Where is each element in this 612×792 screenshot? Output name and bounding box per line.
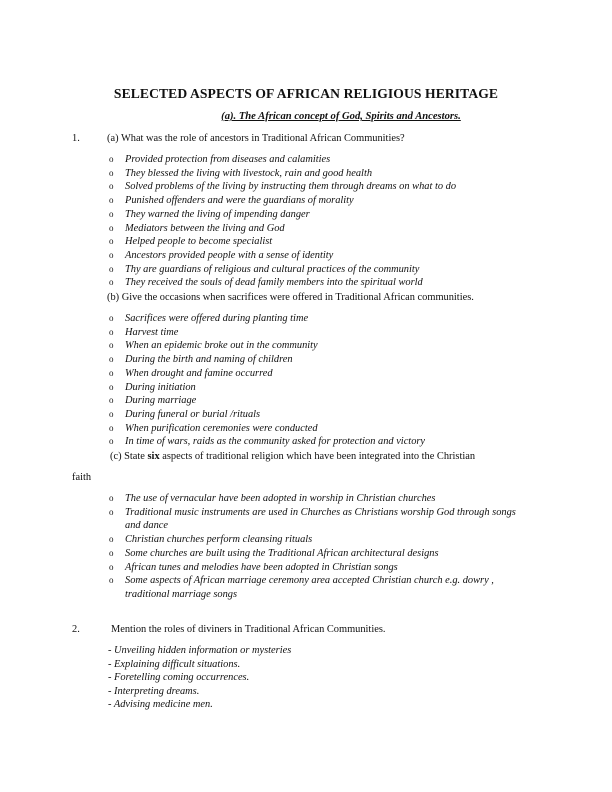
circle-bullet-icon: o (109, 436, 114, 447)
circle-bullet-icon: o (109, 534, 114, 545)
circle-bullet-icon: o (109, 493, 114, 503)
list-item: o They warned the living of impending danger (109, 208, 310, 220)
circle-bullet-icon: o (109, 367, 114, 378)
list-item: o African tunes and melodies have been adopted in Christian songs (109, 561, 398, 573)
section-subtitle: (a). The African concept of God, Spirits and Ancestors. (221, 111, 461, 122)
list-item: - Unveiling hidden information or mysteries (108, 645, 292, 656)
question-1c-wrap: faith (72, 472, 92, 483)
list-item: o During marriage (109, 395, 197, 407)
circle-bullet-icon: o (109, 181, 114, 192)
list-item: - Explaining difficult situations. (108, 658, 241, 670)
circle-bullet-icon: o (109, 506, 114, 517)
question-1c-text: (c) State six aspects of traditional religion which have been integrated into the Christian (110, 451, 476, 462)
list-item: o During funeral or burial /rituals (109, 408, 261, 420)
list-item: o Helped people to become specialist (109, 236, 273, 248)
circle-bullet-icon: o (109, 561, 114, 572)
circle-bullet-icon: o (109, 277, 114, 288)
list-item: o Christian churches perform cleansing rituals (109, 534, 313, 546)
list-item: o During the birth and naming of children (109, 354, 293, 366)
list-item: o Mediators between the living and God (109, 222, 285, 234)
question-2-text: Mention the roles of diviners in Traditional African Communities. (111, 624, 386, 635)
circle-bullet-icon: o (109, 236, 114, 247)
list-item: o Solved problems of the living by instructing them through dreams on what to do (109, 181, 457, 193)
circle-bullet-icon: o (109, 575, 114, 586)
circle-bullet-icon: o (109, 408, 114, 419)
list-item: o Some churches are built using the Traditional African architectural designs (109, 547, 439, 559)
circle-bullet-icon: o (109, 354, 114, 365)
answer-list-1c (108, 492, 528, 602)
list-item: - Foretelling coming occurrences. (108, 672, 250, 684)
answer-list-2 (108, 644, 291, 712)
circle-bullet-icon: o (109, 422, 114, 433)
list-item: o During initiation (109, 381, 196, 393)
question-1a-text: (a) What was the role of ancestors in Traditional African Communities? (107, 133, 405, 144)
circle-bullet-icon: o (109, 326, 114, 337)
answer-list-1b (108, 312, 548, 449)
list-item: o Punished offenders and were the guardians of morality (109, 195, 354, 207)
list-item: o They blessed the living with livestock, rain and good health (109, 167, 373, 179)
circle-bullet-icon: o (109, 249, 114, 260)
circle-bullet-icon: o (109, 167, 114, 178)
circle-bullet-icon: o (109, 313, 114, 323)
circle-bullet-icon: o (109, 154, 114, 164)
list-item: o When purification ceremonies were conducted (109, 422, 318, 434)
question-number-1: 1. (72, 133, 80, 144)
circle-bullet-icon: o (109, 547, 114, 558)
circle-bullet-icon: o (109, 395, 114, 406)
list-item: o They received the souls of dead family members into the spiritual world (109, 277, 423, 289)
list-item: o Thy are guardians of religious and cultural practices of the community (109, 263, 420, 275)
list-item: o Harvest time (109, 326, 179, 338)
list-item: - Advising medicine men. (108, 699, 213, 711)
list-item: - Interpreting dreams. (108, 685, 200, 697)
circle-bullet-icon: o (109, 381, 114, 392)
circle-bullet-icon: o (109, 222, 114, 233)
circle-bullet-icon: o (109, 340, 114, 351)
circle-bullet-icon: o (109, 208, 114, 219)
list-item: o In time of wars, raids as the community asked for protection and victory (109, 436, 426, 448)
circle-bullet-icon: o (109, 263, 114, 274)
list-item: o Ancestors provided people with a sense of identity (109, 249, 334, 261)
list-item: o When drought and famine occurred (109, 367, 273, 379)
list-item: o Traditional music instruments are used in Churches as Christians worship God through songs and dance (109, 506, 516, 532)
list-item: o When an epidemic broke out in the community (109, 340, 318, 352)
question-1b-text: (b) Give the occasions when sacrifices were offered in Traditional African communities. (107, 292, 474, 303)
list-item: o Some aspects of African marriage ceremony area accepted Christian church e.g. dowry , traditional marriage songs (109, 575, 494, 600)
page-title: SELECTED ASPECTS OF AFRICAN RELIGIOUS HERITAGE (113, 86, 499, 101)
list-item: o Sacrifices were offered during planting time (109, 313, 309, 324)
question-number-2: 2. (72, 624, 80, 635)
circle-bullet-icon: o (109, 195, 114, 206)
answer-list-1a (108, 153, 548, 290)
list-item: o Provided protection from diseases and calamities (109, 154, 331, 165)
list-item: o The use of vernacular have been adopted in worship in Christian churches (109, 493, 436, 504)
